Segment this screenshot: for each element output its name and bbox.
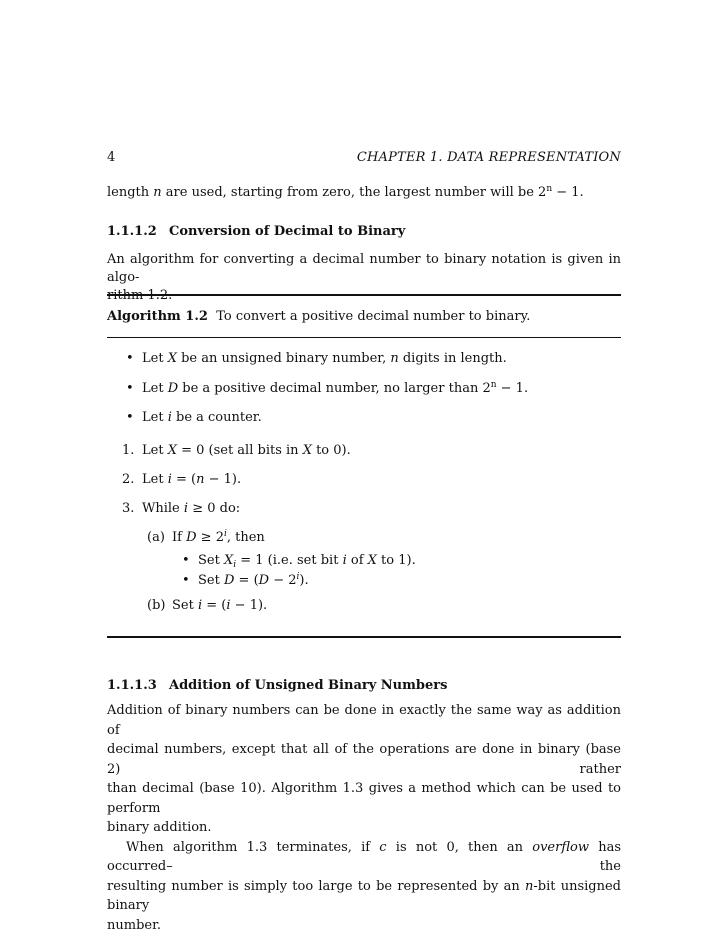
section-title: Conversion of Decimal to Binary: [169, 224, 406, 239]
algorithm-title: To convert a positive decimal number to binary.: [216, 309, 531, 324]
paragraph-1113: Addition of binary numbers can be done in exactly the same way as addition of decimal numbers, except that all of the operations are done in binary (base 2) rather than decimal (base 10). Algorithm 1.3 gives a method which can be used to perform binary addition. When algorithm 1.3 terminates, if c is not 0, then an overflow has occurred– the resulting number is simply too large to be represented by an n-bit unsigned binary number.: [107, 703, 621, 933]
algorithm-label: Algorithm 1.2: [107, 309, 208, 324]
section-heading-1112: [107, 223, 405, 241]
algorithm-caption: [107, 308, 530, 326]
page-number: 4: [107, 150, 116, 165]
section-number: 1.1.1.3: [107, 678, 157, 693]
algorithm-bullet: • Let D be a positive decimal number, no larger than $2^n - 1$.: [126, 380, 529, 396]
algorithm-bottom-rule: [107, 636, 621, 638]
algorithm-step: 1. Let X = 0 (set all bits in X to 0).: [122, 443, 351, 458]
algorithm-step: 2. Let i = (n − 1).: [122, 472, 242, 487]
paragraph-1112: An algorithm for converting a decimal number to binary notation is given in algo-: [107, 252, 621, 285]
running-header: [107, 149, 621, 167]
section-title: Addition of Unsigned Binary Numbers: [169, 678, 448, 693]
algorithm-bullet: • Let i be a counter.: [126, 410, 262, 425]
algorithm-substep-b: (b) Set i = (i − 1).: [147, 598, 268, 613]
intro-line: length n are used, starting from zero, the largest number will be $2^n - 1$.: [107, 184, 584, 200]
section-number: 1.1.1.2: [107, 224, 157, 239]
algorithm-step: 3. While i ≥ 0 do:: [122, 501, 241, 516]
substep-bullet: • Set $X_i = 1$ (i.e. set bit i of X to 1).: [182, 553, 416, 570]
algorithm-mid-rule: [107, 337, 621, 338]
section-heading-1113: [107, 677, 447, 695]
algorithm-top-rule: [107, 294, 621, 296]
chapter-title: CHAPTER 1. DATA REPRESENTATION: [356, 150, 621, 165]
algorithm-bullet: • Let X be an unsigned binary number, n digits in length.: [126, 351, 507, 366]
substep-bullet: • Set $D = (D - 2^i)$.: [182, 572, 309, 588]
algorithm-substep-a: (a) If $D \ge 2^i$, then: [147, 529, 265, 545]
